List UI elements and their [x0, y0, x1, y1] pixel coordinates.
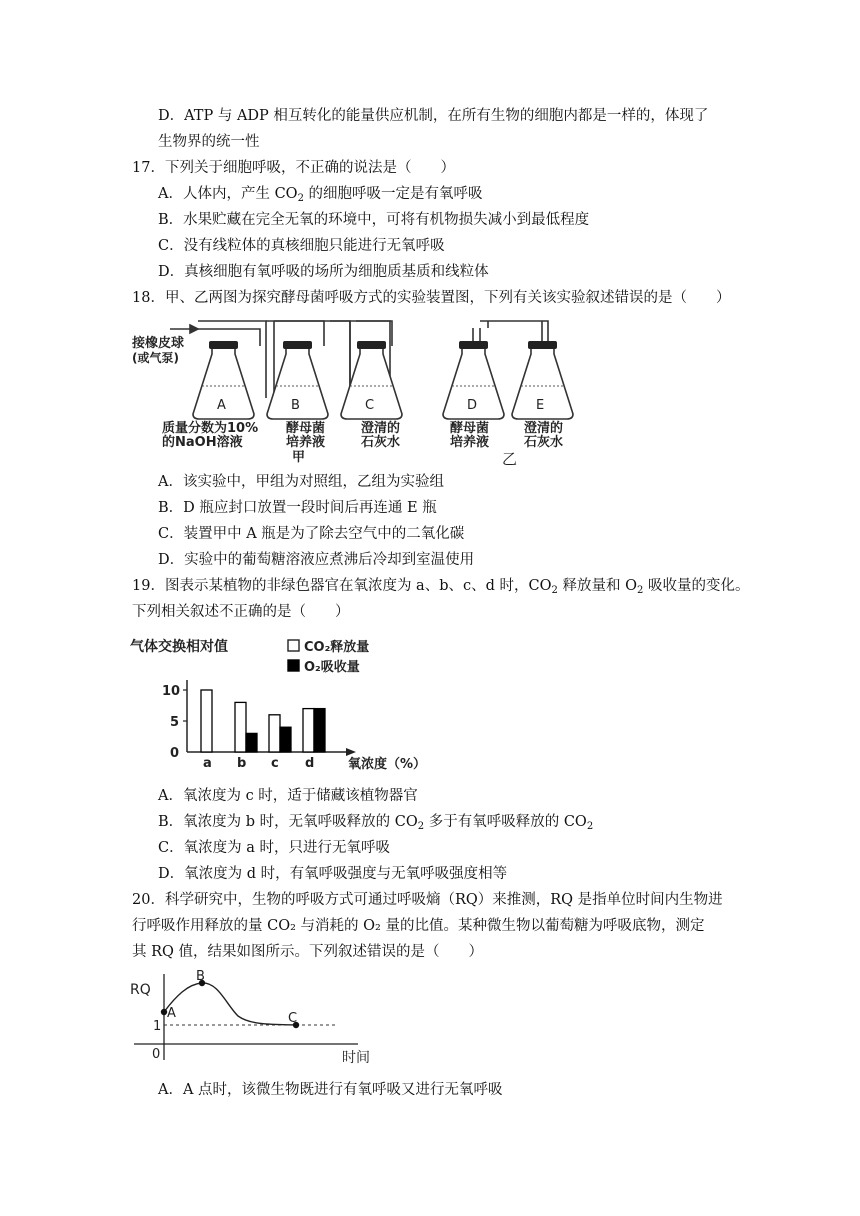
flask-c-label-1: 澄清的 [361, 421, 401, 436]
gas-exchange-bar-chart [128, 634, 428, 780]
group-yi-label: 乙 [502, 450, 518, 468]
point-a-label: A [167, 1006, 176, 1021]
q19-stem-line2: 下列相关叙述不正确的是（ ） [132, 604, 350, 620]
bar-o2-d [314, 709, 325, 752]
legend-swatch-o2 [288, 660, 299, 671]
q19-option-c: C．氧浓度为 a 时，只进行无氧呼吸 [158, 840, 390, 856]
q20-option-a: A．A 点时，该微生物既进行有氧呼吸又进行无氧呼吸 [158, 1082, 503, 1098]
bar-co2-a [201, 690, 212, 752]
rq-curve [164, 983, 296, 1025]
chart-title: 气体交换相对值 [130, 639, 228, 655]
bar-o2-b [246, 733, 257, 752]
legend-label-co2: CO₂释放量 [304, 640, 370, 655]
flask-d-label-2: 培养液 [450, 435, 490, 450]
bar-co2-d [303, 709, 314, 752]
q16-option-d-line2: 生物界的统一性 [158, 134, 260, 150]
q18-option-b: B．D 瓶应封口放置一段时间后再连通 E 瓶 [158, 500, 437, 516]
x-axis-label: 氧浓度（%） [348, 757, 427, 772]
rq-xlabel: 时间 [342, 1050, 370, 1066]
q19-stem-line1: 19．图表示某植物的非绿色器官在氧浓度为 a、b、c、d 时，$CO_2$ 释放量和 $O_2$ 吸收量的变化。 [132, 578, 750, 596]
x-tick-label-d: d [305, 756, 315, 771]
q18-stem: 18．甲、乙两图为探究酵母菌呼吸方式的实验装置图，下列有关该实验叙述错误的是（ ） [132, 290, 731, 306]
q18-option-a: A．该实验中，甲组为对照组，乙组为实验组 [158, 474, 444, 490]
flask-letter-b: B [291, 398, 300, 413]
pump-label-1: 接橡皮球 [132, 336, 185, 351]
bar-o2-c [280, 727, 291, 752]
point-c-label: C [288, 1011, 298, 1026]
q18-option-d: D．实验中的葡萄糖溶液应煮沸后冷却到室温使用 [158, 552, 475, 568]
rq-ylabel: RQ [130, 982, 151, 998]
legend-label-o2: O₂吸收量 [304, 660, 360, 675]
q19-option-b: B．氧浓度为 b 时，无氧呼吸释放的 $CO_2$ 多于有氧呼吸释放的 $CO_2$ [158, 814, 594, 832]
x-axis-arrow-icon [346, 748, 356, 756]
flask-e-label-2: 石灰水 [524, 435, 564, 450]
flask-b-label-1: 酵母菌 [286, 421, 326, 436]
flask-a-label-1: 质量分数为10% [162, 421, 259, 436]
q17-option-a: A．人体内，产生 $CO_2$ 的细胞呼吸一定是有氧呼吸 [158, 186, 483, 204]
flask-c-label-2: 石灰水 [361, 435, 401, 450]
bar-co2-b [235, 702, 246, 752]
x-tick-label-b: b [237, 756, 247, 771]
q20-stem-line3: 其 RQ 值，结果如图所示。下列叙述错误的是（ ） [132, 944, 484, 960]
pump-label-2: (或气泵) [132, 351, 179, 365]
q17-stem: 17．下列关于细胞呼吸，不正确的说法是（ ） [132, 160, 455, 176]
legend-swatch-co2 [288, 640, 299, 651]
q17-option-c: C．没有线粒体的真核细胞只能进行无氧呼吸 [158, 238, 445, 254]
flask-letter-d: D [467, 398, 478, 413]
y-tick-label: 5 [170, 715, 180, 730]
q17-option-d: D．真核细胞有氧呼吸的场所为细胞质基质和线粒体 [158, 264, 489, 280]
flask-a-label-2: 的NaOH溶液 [162, 435, 243, 450]
y-tick-label: 10 [162, 684, 181, 699]
flask-letter-a: A [217, 398, 226, 413]
flask-letter-e: E [536, 398, 545, 413]
rq-origin: 0 [152, 1047, 161, 1062]
q18-option-c: C．装置甲中 A 瓶是为了除去空气中的二氧化碳 [158, 526, 465, 542]
flask-e-label-1: 澄清的 [524, 421, 564, 436]
x-tick-label-c: c [271, 756, 279, 771]
point-b-label: B [196, 969, 205, 984]
flask-b-label-2: 培养液 [286, 435, 326, 450]
q19-option-d: D．氧浓度为 d 时，有氧呼吸强度与无氧呼吸强度相等 [158, 866, 508, 882]
y-tick-label: 0 [170, 746, 180, 761]
bar-co2-c [269, 715, 280, 752]
q20-stem-line2: 行呼吸作用释放的量 CO₂ 与消耗的 O₂ 量的比值。某种微生物以葡萄糖为呼吸底物，测定 [132, 918, 705, 934]
q17-option-b: B．水果贮藏在完全无氧的环境中，可将有机物损失减小到最低程度 [158, 212, 590, 228]
group-jia-label: 甲 [292, 450, 306, 465]
x-tick-label-a: a [203, 756, 212, 771]
q19-option-a: A．氧浓度为 c 时，适于储藏该植物器官 [158, 788, 418, 804]
rq-one: 1 [153, 1019, 162, 1034]
yeast-apparatus-figure [128, 314, 588, 468]
flask-letter-c: C [365, 398, 375, 413]
flask-d-label-1: 酵母菌 [450, 421, 490, 436]
rq-curve-figure [126, 966, 382, 1066]
q20-stem-line1: 20．科学研究中，生物的呼吸方式可通过呼吸熵（RQ）来推测，RQ 是指单位时间内生物进 [132, 892, 723, 908]
q16-option-d-line1: D．ATP 与 ADP 相互转化的能量供应机制，在所有生物的细胞内都是一样的，体现了 [158, 108, 709, 124]
